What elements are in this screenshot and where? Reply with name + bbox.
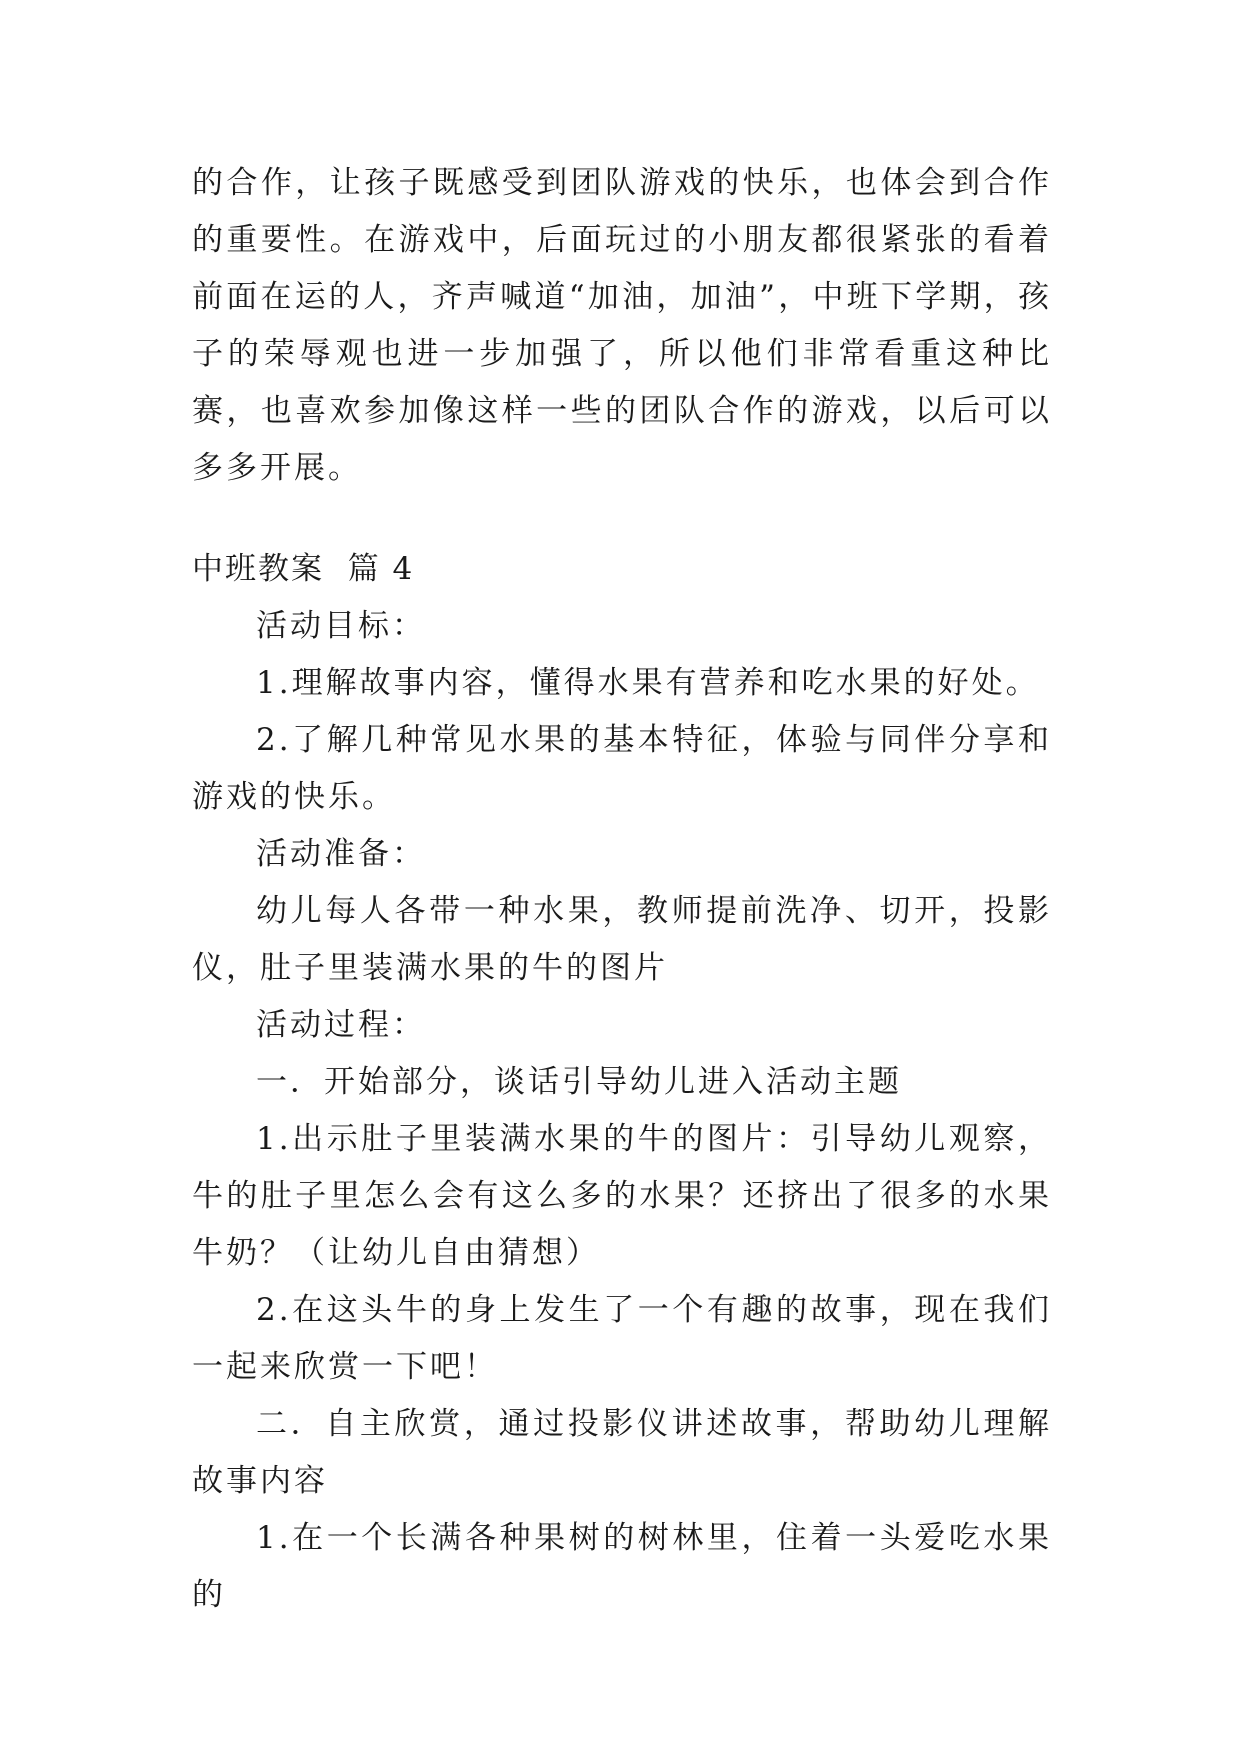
document-body [192,155,1052,1624]
paragraph-part-1-step-1: 1.出示肚子里装满水果的牛的图片：引导幼儿观察，牛的肚子里怎么会有这么多的水果？还挤出了很多的水果牛奶？（让幼儿自由猜想） [192,1121,1052,1271]
paragraph-goal-1: 1.理解故事内容，懂得水果有营养和吃水果的好处。 [256,665,1040,701]
paragraph-preparation: 幼儿每人各带一种水果，教师提前洗净、切开，投影仪，肚子里装满水果的牛的图片 [192,893,1052,986]
paragraph-part-1-heading: 一．开始部分，谈话引导幼儿进入活动主题 [256,1064,902,1100]
paragraph-part-2-heading: 二．自主欣赏，通过投影仪讲述故事，帮助幼儿理解故事内容 [192,1406,1052,1499]
paragraph-part-1-step-2: 2.在这头牛的身上发生了一个有趣的故事，现在我们一起来欣赏一下吧！ [192,1292,1052,1385]
section-title: 中班教案 篇 4 [192,551,415,587]
paragraph-part-2-step-1: 1.在一个长满各种果树的树林里，住着一头爱吃水果的 [192,1520,1052,1613]
paragraph-process-heading: 活动过程： [256,1007,426,1043]
paragraph-preparation-heading: 活动准备： [256,836,426,872]
paragraph-goal-2: 2.了解几种常见水果的基本特征，体验与同伴分享和游戏的快乐。 [192,722,1052,815]
paragraph-activity-goals-heading: 活动目标： [256,608,426,644]
intro-paragraph: 的合作，让孩子既感受到团队游戏的快乐，也体会到合作的重要性。在游戏中，后面玩过的小朋友都很紧张的看着前面在运的人，齐声喊道“加油，加油”，中班下学期，孩子的荣辱观也进一步加强了，所以他们非常看重这种比赛，也喜欢参加像这样一些的团队合作的游戏，以后可以多多开展。 [192,165,1052,486]
